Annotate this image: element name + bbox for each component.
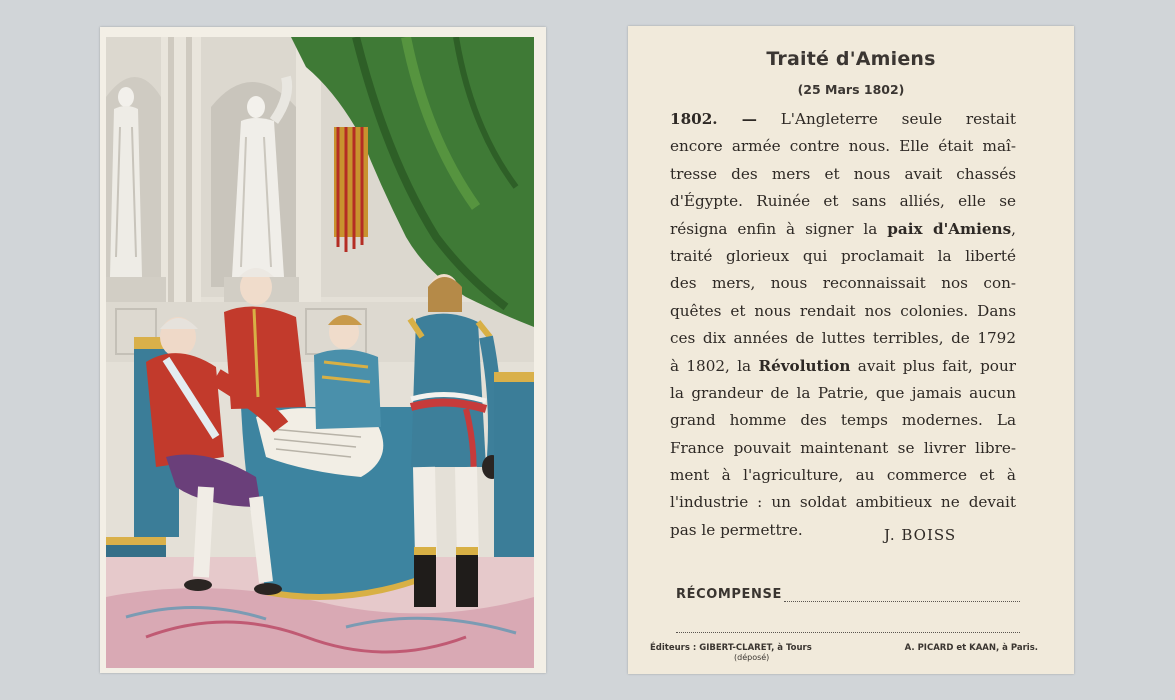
- text-line: encore armée contre nous. Elle était maî-: [670, 137, 1016, 156]
- text-line: ment à l'agriculture, au commerce et à: [670, 466, 1016, 485]
- text-line: [670, 353, 1016, 380]
- text-segment: L'Angleterre seule restait: [756, 110, 1016, 128]
- text-line: ces dix années de luttes terribles, de 1792: [670, 329, 1016, 348]
- text-segment: avait plus fait, pour: [850, 356, 1016, 375]
- publisher-left-text: Éditeurs : GIBERT-CLARET, à Tours: [650, 643, 812, 653]
- publisher-left-sub: (déposé): [734, 653, 770, 662]
- text-line: traité glorieux qui proclamait la liberté: [670, 246, 1016, 265]
- publisher-right: A. PICARD et KAAN, à Paris.: [904, 643, 1038, 653]
- text-segment: ,: [1011, 219, 1016, 238]
- text-line: grand homme des temps modernes. La: [670, 411, 1016, 430]
- card-date: (25 Mars 1802): [797, 82, 905, 97]
- text-segment: à 1802, la: [670, 356, 759, 375]
- text-line: d'Égypte. Ruinée et sans alliés, elle se: [670, 192, 1016, 211]
- text-line: tresse des mers et nous avait chassés: [670, 164, 1016, 183]
- text-line: quêtes et nous rendait nos colonies. Dans: [670, 301, 1016, 320]
- bold-term: paix d'Amiens: [887, 219, 1012, 238]
- bold-term: Révolution: [758, 356, 851, 375]
- dotted-divider: [676, 632, 1020, 633]
- text-line: [670, 216, 1016, 243]
- illustration-artwork: [106, 37, 534, 668]
- text-line: pas le permettre.: [670, 520, 803, 539]
- reward-line: [676, 587, 1020, 602]
- body-text: [670, 106, 1016, 544]
- reward-dotted-line: [784, 591, 1020, 602]
- text-line: France pouvait maintenant se livrer libre-: [670, 438, 1016, 457]
- illustration-card: [100, 27, 546, 673]
- signature: J. BOISS: [884, 526, 957, 544]
- year-prefix: 1802. —: [670, 110, 757, 128]
- text-segment: résigna enfin à signer la: [670, 219, 888, 238]
- publisher-left: [650, 643, 812, 662]
- text-line: la grandeur de la Patrie, que jamais aucun: [670, 383, 1016, 402]
- text-line: [670, 106, 1016, 133]
- treaty-illustration: [106, 37, 534, 668]
- text-line: l'industrie : un soldat ambitieux ne devait: [670, 493, 1016, 512]
- reward-label: RÉCOMPENSE: [676, 587, 782, 602]
- card-title: Traité d'Amiens: [766, 48, 936, 70]
- text-line: des mers, nous reconnaissait nos con-: [670, 274, 1016, 293]
- text-card: [628, 26, 1074, 674]
